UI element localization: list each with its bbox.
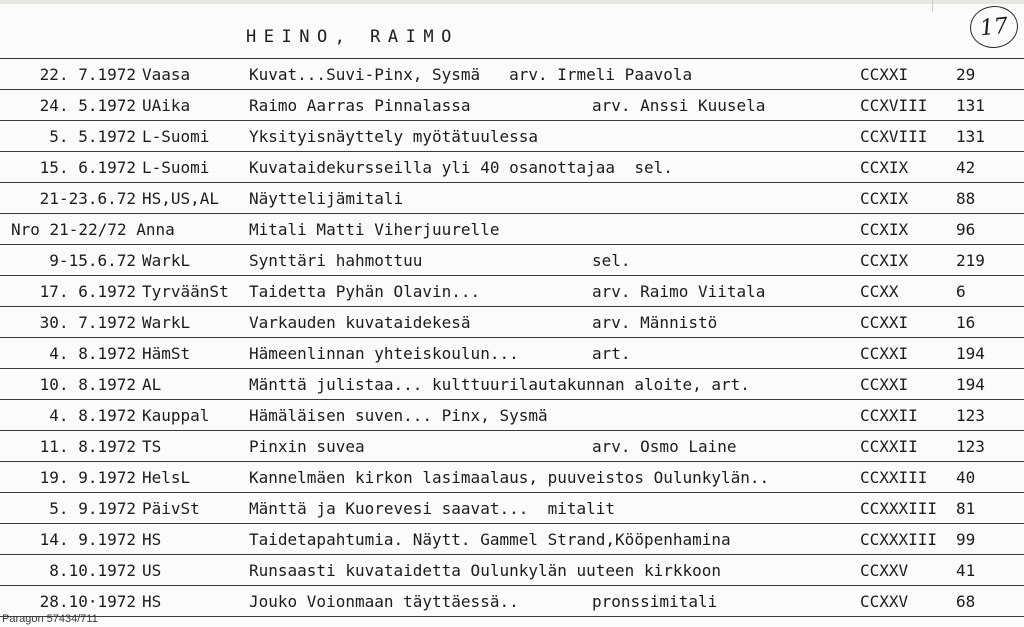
entry-article: Synttäri hahmottuu <box>249 251 423 270</box>
table-row <box>0 555 1024 586</box>
entry-volume: CCXIX <box>860 158 909 177</box>
entry-article: Mänttä ja Kuorevesi saavat... mitalit <box>249 499 616 518</box>
entry-volume: CCXXI <box>860 313 909 332</box>
entry-date: 9-15.6.72 <box>49 251 136 270</box>
table-row <box>0 59 1024 90</box>
entry-volume: CCXX <box>860 282 899 301</box>
entry-volume: CCXVIII <box>860 96 928 115</box>
entry-volume: CCXVIII <box>860 127 928 146</box>
entry-article: Hämäläisen suven... Pinx, Sysmä <box>249 406 548 425</box>
entry-page: 29 <box>956 65 976 84</box>
table-row <box>0 369 1024 400</box>
entry-article: Jouko Voionmaan täyttäessä.. <box>249 592 519 611</box>
table-row <box>0 462 1024 493</box>
table-row <box>0 152 1024 183</box>
entry-page: 88 <box>956 189 976 208</box>
entry-date: 15. 6.1972 <box>39 158 136 177</box>
entry-volume: CCXXI <box>860 65 909 84</box>
entry-source: HelsL <box>142 468 191 487</box>
entry-page: 123 <box>956 437 985 456</box>
entry-author: arv. Männistö <box>592 313 718 332</box>
entry-author: arv. Osmo Laine <box>592 437 737 456</box>
entry-page: 68 <box>956 592 976 611</box>
table-row <box>0 307 1024 338</box>
entry-volume: CCXXV <box>860 592 909 611</box>
entry-article: Pinxin suvea <box>249 437 365 456</box>
entry-date: 30. 7.1972 <box>39 313 136 332</box>
table-row <box>0 121 1024 152</box>
entry-page: 81 <box>956 499 976 518</box>
entry-date: 17. 6.1972 <box>39 282 136 301</box>
entry-volume: CCXXXIII <box>860 499 938 518</box>
entry-page: 194 <box>956 344 985 363</box>
table-row <box>0 214 1024 245</box>
entry-date: 28.10·1972 <box>39 592 136 611</box>
entry-source: L-Suomi <box>142 127 210 146</box>
entry-author: pronssimitali <box>592 592 718 611</box>
entry-author: art. <box>592 344 631 363</box>
entry-source: L-Suomi <box>142 158 210 177</box>
entry-article: Taidetapahtumia. Näytt. Gammel Strand,Kööpenhamina <box>249 530 731 549</box>
entry-page: 131 <box>956 96 985 115</box>
entry-author: arv. Raimo Viitala <box>592 282 766 301</box>
handwritten-page-number: 17 <box>968 4 1020 51</box>
entry-source: HämSt <box>142 344 191 363</box>
entry-page: 219 <box>956 251 985 270</box>
clippings-table <box>0 58 1024 617</box>
entry-date: 8.10.1972 <box>49 561 136 580</box>
entry-page: 41 <box>956 561 976 580</box>
table-row <box>0 276 1024 307</box>
entry-source: WarkL <box>142 251 191 270</box>
entry-article: Varkauden kuvataidekesä <box>249 313 471 332</box>
entry-article: Kannelmäen kirkon lasimaalaus, puuveistos Oulunkylän.. <box>249 468 770 487</box>
entry-source: HS <box>142 530 162 549</box>
entry-date: 5. 5.1972 <box>49 127 136 146</box>
entry-volume: CCXXII <box>860 437 918 456</box>
form-code: Paragon 57434/711 <box>2 613 98 625</box>
entry-page: 123 <box>956 406 985 425</box>
entry-volume: CCXIX <box>860 189 909 208</box>
entry-volume: CCXIX <box>860 251 909 270</box>
entry-article: Kuvataidekursseilla yli 40 osanottajaa sel. <box>249 158 673 177</box>
table-row <box>0 586 1024 617</box>
table-row <box>0 245 1024 276</box>
entry-volume: CCXXV <box>860 561 909 580</box>
entry-volume: CCXXI <box>860 344 909 363</box>
top-edge <box>0 0 1024 4</box>
entry-date: 21-23.6.72 <box>39 189 136 208</box>
entry-source: HS <box>142 592 162 611</box>
entry-date: 22. 7.1972 <box>39 65 136 84</box>
entry-page: 42 <box>956 158 976 177</box>
entry-article: Taidetta Pyhän Olavin... <box>249 282 481 301</box>
entry-page: 16 <box>956 313 976 332</box>
entry-date: 19. 9.1972 <box>39 468 136 487</box>
table-row <box>0 338 1024 369</box>
entry-date: 5. 9.1972 <box>49 499 136 518</box>
entry-author: arv. Anssi Kuusela <box>592 96 766 115</box>
table-row <box>0 90 1024 121</box>
entry-article: Mänttä julistaa... kulttuurilautakunnan aloite, art. <box>249 375 750 394</box>
entry-volume: CCXIX <box>860 220 909 239</box>
entry-volume: CCXXIII <box>860 468 928 487</box>
table-row <box>0 183 1024 214</box>
entry-article: Yksityisnäyttely myötätuulessa <box>249 127 538 146</box>
entry-source: PäivSt <box>142 499 200 518</box>
table-row <box>0 431 1024 462</box>
entry-source: UAika <box>142 96 191 115</box>
entry-article: Runsaasti kuvataidetta Oulunkylän uuteen kirkkoon <box>249 561 722 580</box>
entry-page: 131 <box>956 127 985 146</box>
entry-source: HS,US,AL <box>142 189 220 208</box>
entry-source: TyrväänSt <box>142 282 229 301</box>
entry-author: sel. <box>592 251 631 270</box>
card-title: HEINO, RAIMO <box>246 27 459 47</box>
entry-source: Vaasa <box>142 65 191 84</box>
entry-source: Kauppal <box>142 406 210 425</box>
table-row <box>0 400 1024 431</box>
entry-source: AL <box>142 375 162 394</box>
entry-date: 24. 5.1972 <box>39 96 136 115</box>
table-row <box>0 524 1024 555</box>
entry-date: 4. 8.1972 <box>49 344 136 363</box>
entry-page: 96 <box>956 220 976 239</box>
entry-source: WarkL <box>142 313 191 332</box>
entry-date: 14. 9.1972 <box>39 530 136 549</box>
entry-date: 4. 8.1972 <box>49 406 136 425</box>
entry-date: 11. 8.1972 <box>39 437 136 456</box>
top-tick-mark <box>932 0 933 12</box>
entry-page: 40 <box>956 468 976 487</box>
entry-article: Näyttelijämitali <box>249 189 404 208</box>
entry-source: TS <box>142 437 162 456</box>
entry-volume: CCXXII <box>860 406 918 425</box>
table-row <box>0 493 1024 524</box>
entry-page: 6 <box>956 282 966 301</box>
entry-source: US <box>142 561 162 580</box>
entry-article: Raimo Aarras Pinnalassa <box>249 96 471 115</box>
entry-date: 10. 8.1972 <box>39 375 136 394</box>
entry-date: Nro 21-22/72 Anna <box>11 220 175 239</box>
entry-page: 99 <box>956 530 976 549</box>
entry-article: Hämeenlinnan yhteiskoulun... <box>249 344 519 363</box>
entry-page: 194 <box>956 375 985 394</box>
entry-volume: CCXXXIII <box>860 530 938 549</box>
entry-volume: CCXXI <box>860 375 909 394</box>
entry-article: Kuvat...Suvi-Pinx, Sysmä arv. Irmeli Paavola <box>249 65 693 84</box>
entry-article: Mitali Matti Viherjuurelle <box>249 220 500 239</box>
